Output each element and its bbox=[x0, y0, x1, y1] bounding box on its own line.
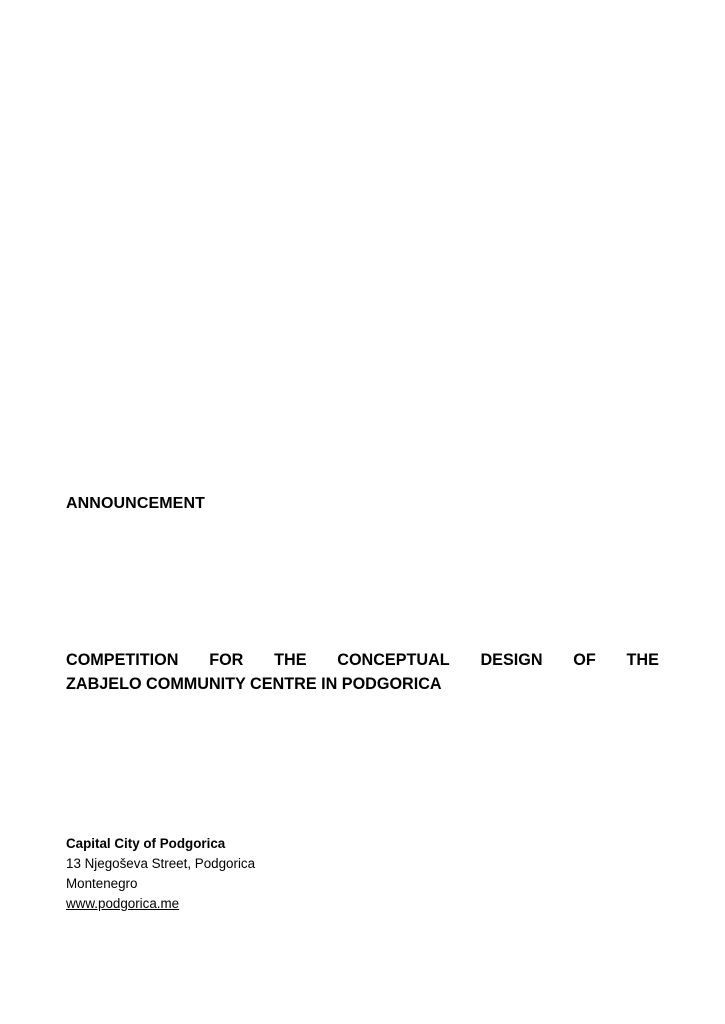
organization-name: Capital City of Podgorica bbox=[66, 836, 226, 851]
title-line-2: ZABJELO COMMUNITY CENTRE IN PODGORICA bbox=[66, 675, 442, 693]
contact-address bbox=[66, 834, 255, 914]
announcement-heading: ANNOUNCEMENT bbox=[66, 495, 205, 512]
title-line-1 bbox=[66, 648, 659, 672]
competition-title bbox=[66, 648, 659, 696]
title-word: CONCEPTUAL bbox=[337, 651, 450, 669]
title-word: FOR bbox=[209, 651, 244, 669]
title-word: THE bbox=[626, 651, 659, 669]
title-word: COMPETITION bbox=[66, 651, 179, 669]
title-word: DESIGN bbox=[480, 651, 543, 669]
title-word: OF bbox=[573, 651, 596, 669]
street-address: 13 Njegoševa Street, Podgorica bbox=[66, 856, 256, 871]
title-word: THE bbox=[274, 651, 307, 669]
country: Montenegro bbox=[66, 876, 138, 891]
website-link[interactable]: www.podgorica.me bbox=[66, 896, 180, 911]
